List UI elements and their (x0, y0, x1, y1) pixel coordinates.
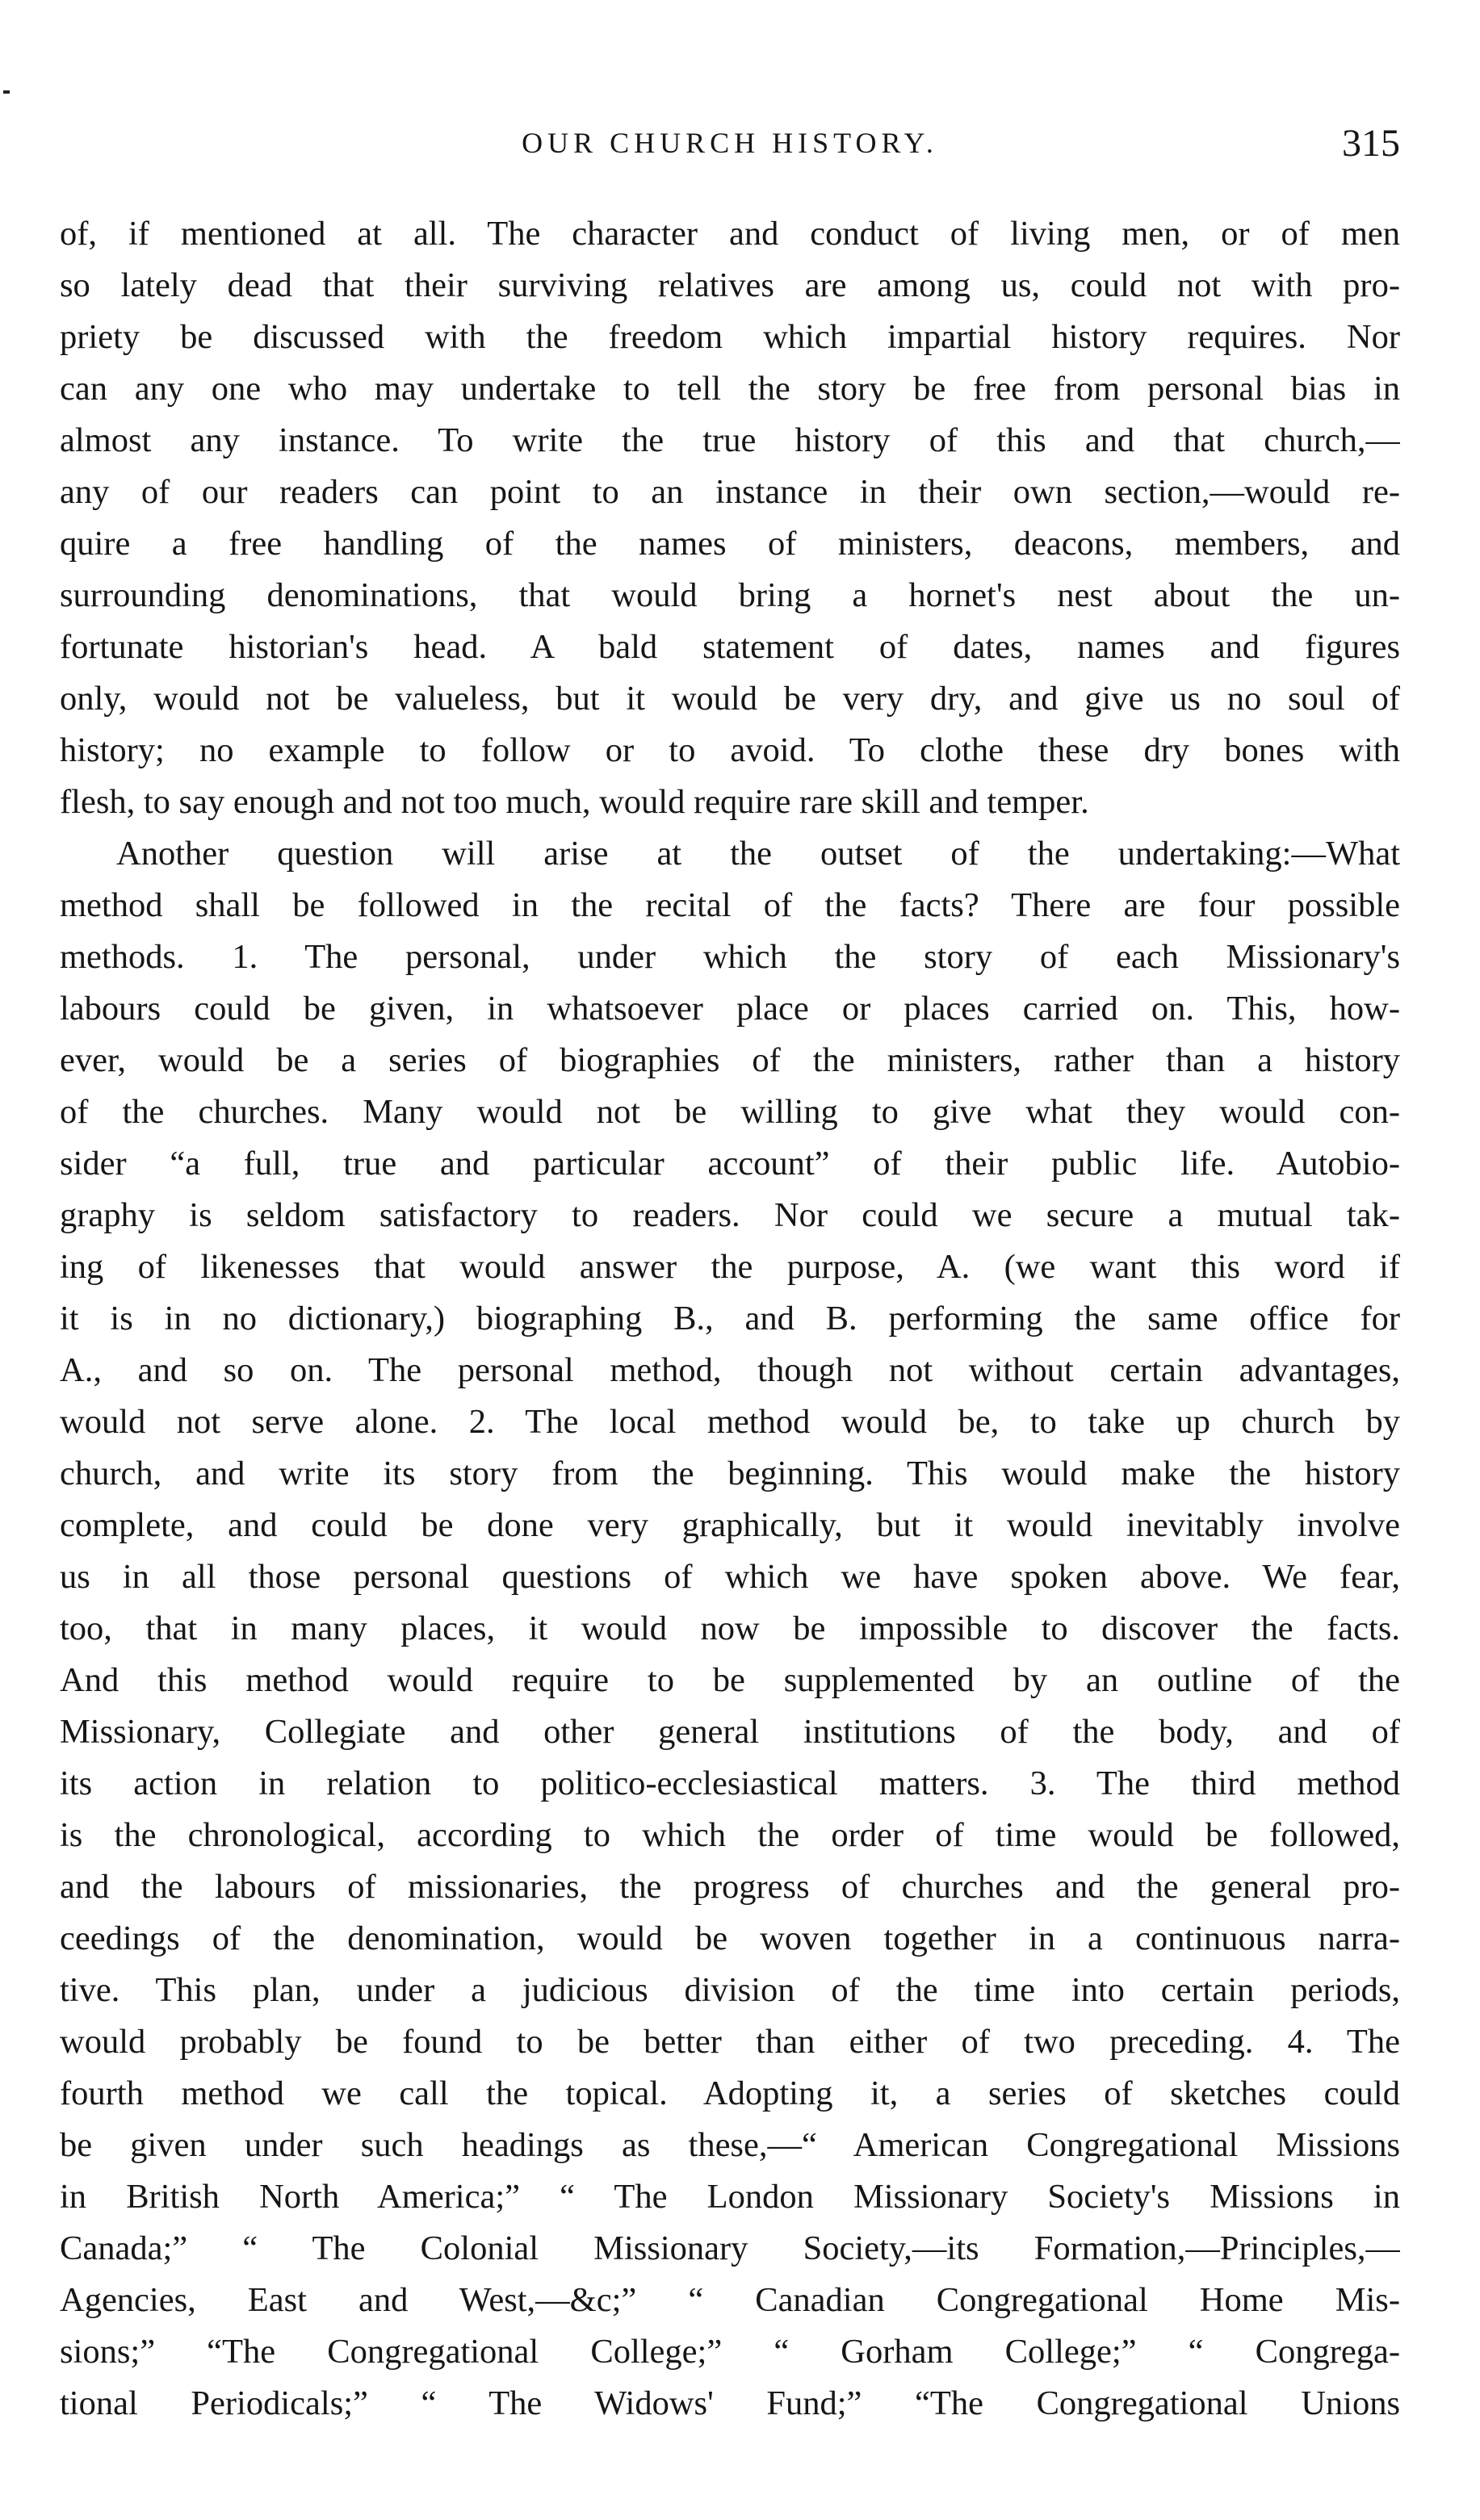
text-line: would probably be found to be better than either of two preceding. 4. The (60, 2023, 1400, 2061)
text-line: any of our readers can point to an instance in their own section,—would re- (60, 473, 1400, 511)
text-line: too, that in many places, it would now be impossible to discover the facts. (60, 1610, 1400, 1647)
text-line: fortunate historian's head. A bald statement of dates, names and figures (60, 628, 1400, 666)
text-line: tive. This plan, under a judicious division of the time into certain periods, (60, 1971, 1400, 2009)
text-line: And this method would require to be supplemented by an outline of the (60, 1661, 1400, 1699)
text-line: and the labours of missionaries, the progress of churches and the general pro- (60, 1868, 1400, 1906)
text-line: sions;” “The Congregational College;” “ Gorham College;” “ Congrega- (60, 2333, 1400, 2371)
text-line: so lately dead that their surviving relatives are among us, could not with pro- (60, 266, 1400, 304)
text-line: church, and write its story from the beginning. This would make the history (60, 1455, 1400, 1492)
text-line: Missionary, Collegiate and other general institutions of the body, and of (60, 1713, 1400, 1751)
text-line: complete, and could be done very graphically, but it would inevitably involve (60, 1506, 1400, 1544)
body-text (60, 208, 1400, 2430)
text-line: it is in no dictionary,) biographing B., and B. performing the same office for (60, 1300, 1400, 1337)
text-line: graphy is seldom satisfactory to readers. Nor could we secure a mutual tak- (60, 1196, 1400, 1234)
page-number: 315 (1342, 122, 1400, 165)
text-line: tional Periodicals;” “ The Widows' Fund;” “The Congregational Unions (60, 2384, 1400, 2422)
text-line: almost any instance. To write the true history of this and that church,— (60, 421, 1400, 459)
text-line: would not serve alone. 2. The local method would be, to take up church by (60, 1403, 1400, 1441)
text-line: history; no example to follow or to avoid. To clothe these dry bones with (60, 731, 1400, 769)
text-line: Canada;” “ The Colonial Missionary Society,—its Formation,—Principles,— (60, 2229, 1400, 2267)
text-line: fourth method we call the topical. Adopting it, a series of sketches could (60, 2074, 1400, 2112)
text-line: ing of likenesses that would answer the purpose, A. (we want this word if (60, 1248, 1400, 1286)
text-line: its action in relation to politico-ecclesiastical matters. 3. The third method (60, 1764, 1400, 1802)
text-line: surrounding denominations, that would bring a hornet's nest about the un- (60, 576, 1400, 614)
paragraph-start-line: Another question will arise at the outset of the undertaking:—What (116, 835, 1400, 873)
text-line: Agencies, East and West,—&c;” “ Canadian Congregational Home Mis- (60, 2281, 1400, 2319)
text-line: us in all those personal questions of which we have spoken above. We fear, (60, 1558, 1400, 1596)
text-line: labours could be given, in whatsoever place or places carried on. This, how- (60, 990, 1400, 1028)
text-line: of, if mentioned at all. The character and conduct of living men, or of men (60, 215, 1400, 253)
margin-mark (3, 90, 10, 94)
text-line: of the churches. Many would not be willing to give what they would con- (60, 1093, 1400, 1131)
text-line: A., and so on. The personal method, though not without certain advantages, (60, 1351, 1400, 1389)
text-line: in British North America;” “ The London Missionary Society's Missions in (60, 2178, 1400, 2216)
text-line: flesh, to say enough and not too much, would require rare skill and temper. (60, 783, 1089, 821)
page-header (60, 121, 1400, 186)
text-line: methods. 1. The personal, under which the story of each Missionary's (60, 938, 1400, 976)
text-line: is the chronological, according to which the order of time would be followed, (60, 1816, 1400, 1854)
text-line: only, would not be valueless, but it would be very dry, and give us no soul of (60, 680, 1400, 718)
text-line: priety be discussed with the freedom which impartial history requires. Nor (60, 318, 1400, 356)
text-line: can any one who may undertake to tell the story be free from personal bias in (60, 370, 1400, 408)
text-line: method shall be followed in the recital of the facts? There are four possible (60, 886, 1400, 924)
text-line: sider “a full, true and particular account” of their public life. Autobio- (60, 1145, 1400, 1183)
text-line: be given under such headings as these,—“ American Congregational Missions (60, 2126, 1400, 2164)
running-title: OUR CHURCH HISTORY. (522, 127, 938, 159)
text-line: ever, would be a series of biographies of the ministers, rather than a history (60, 1041, 1400, 1079)
text-line: ceedings of the denomination, would be woven together in a continuous narra- (60, 1919, 1400, 1957)
text-line: quire a free handling of the names of ministers, deacons, members, and (60, 525, 1400, 563)
